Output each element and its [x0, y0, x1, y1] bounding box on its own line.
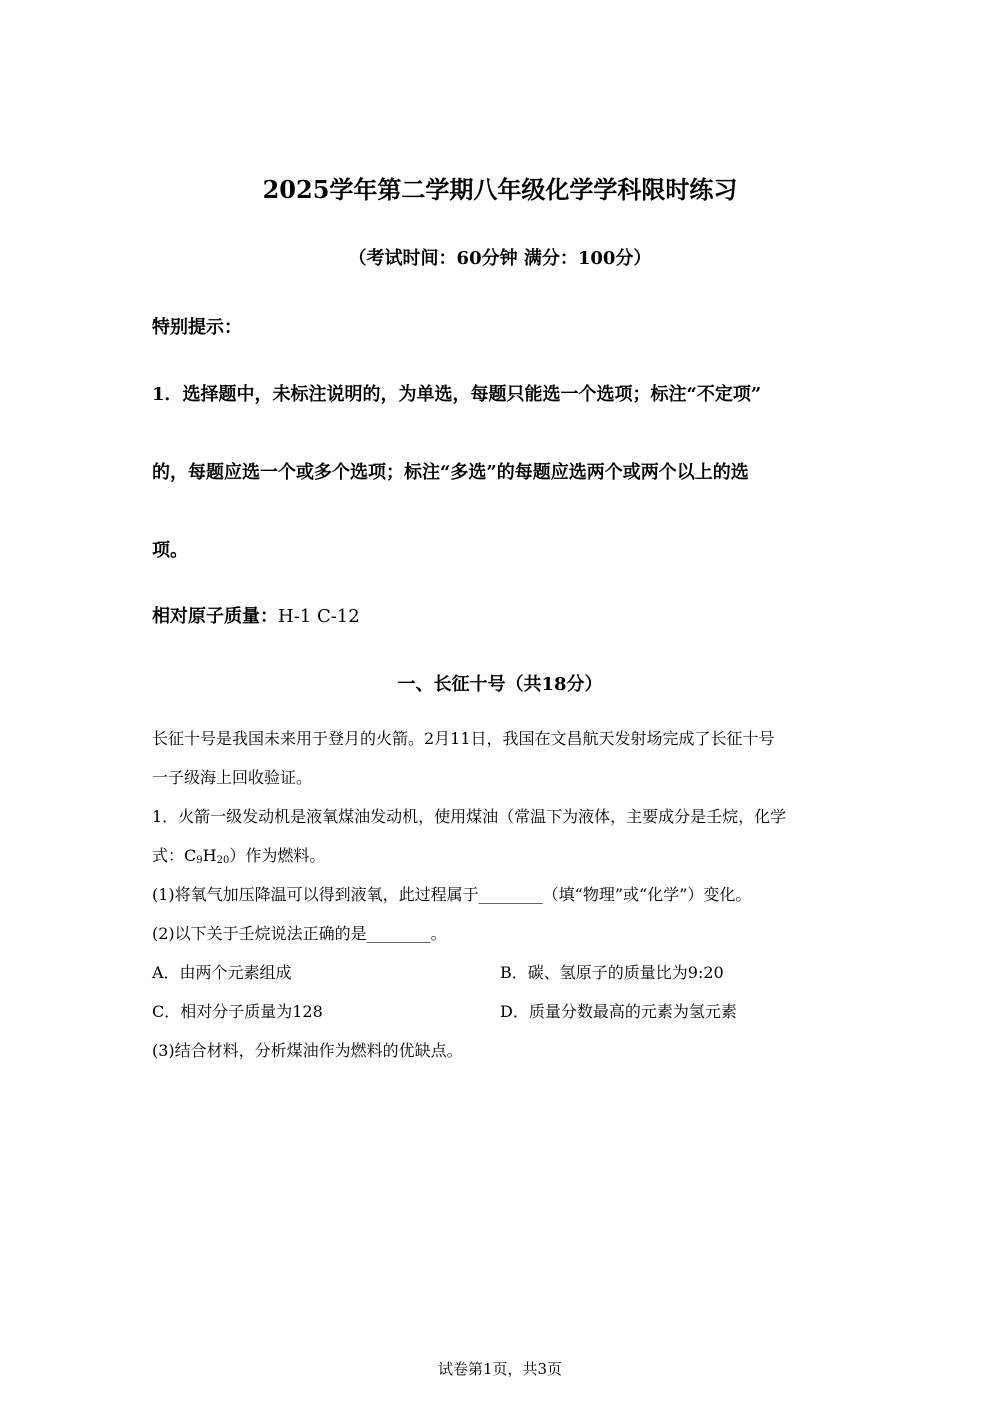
stem-suffix: ）作为燃料。 [229, 846, 326, 865]
tips-heading: 特别提示： [152, 317, 242, 338]
intro-line-2: 一子级海上回收验证。 [152, 768, 313, 787]
question-1-1: (1)将氧气加压降温可以得到液氧，此过程属于________（填“物理”或“化学”）变化。 [152, 885, 752, 904]
page-footer: 试卷第1页，共3页 [437, 1360, 563, 1378]
tips-line-2: 的，每题应选一个或多个选项；标注“多选”的每题应选两个或两个以上的选 [152, 462, 749, 483]
chemical-formula: $C_9H_{20}$ [184, 846, 230, 866]
exam-info: （考试时间：60分钟 满分：100分） [348, 248, 652, 269]
stem-prefix: 式： [152, 846, 185, 865]
atomic-mass-value: H-1 C-12 [278, 606, 360, 627]
question-1-2: (2)以下关于壬烷说法正确的是________。 [152, 924, 447, 943]
page-title: 2025学年第二学期八年级化学学科限时练习 [262, 175, 738, 204]
atomic-mass [152, 602, 360, 628]
option-a: A．由两个元素组成 [152, 963, 292, 982]
question-1-3: (3)结合材料，分析煤油作为燃料的优缺点。 [152, 1041, 463, 1060]
question-1-stem-line-2 [152, 843, 325, 866]
option-c: C．相对分子质量为128 [152, 1002, 323, 1021]
atomic-mass-label: 相对原子质量： [152, 606, 278, 627]
section-title: 一、长征十号（共18分） [397, 674, 603, 695]
tips-line-3: 项。 [152, 540, 188, 561]
option-d: D．质量分数最高的元素为氢元素 [500, 1002, 737, 1021]
question-1-stem-line-1: 1．火箭一级发动机是液氧煤油发动机，使用煤油（常温下为液体，主要成分是壬烷，化学 [152, 807, 787, 826]
option-b: B．碳、氢原子的质量比为9:20 [500, 963, 724, 982]
intro-line-1: 长征十号是我国未来用于登月的火箭。2月11日，我国在文昌航天发射场完成了长征十号 [152, 729, 775, 748]
tips-line-1: 1．选择题中，未标注说明的，为单选，每题只能选一个选项；标注“不定项” [152, 384, 762, 405]
